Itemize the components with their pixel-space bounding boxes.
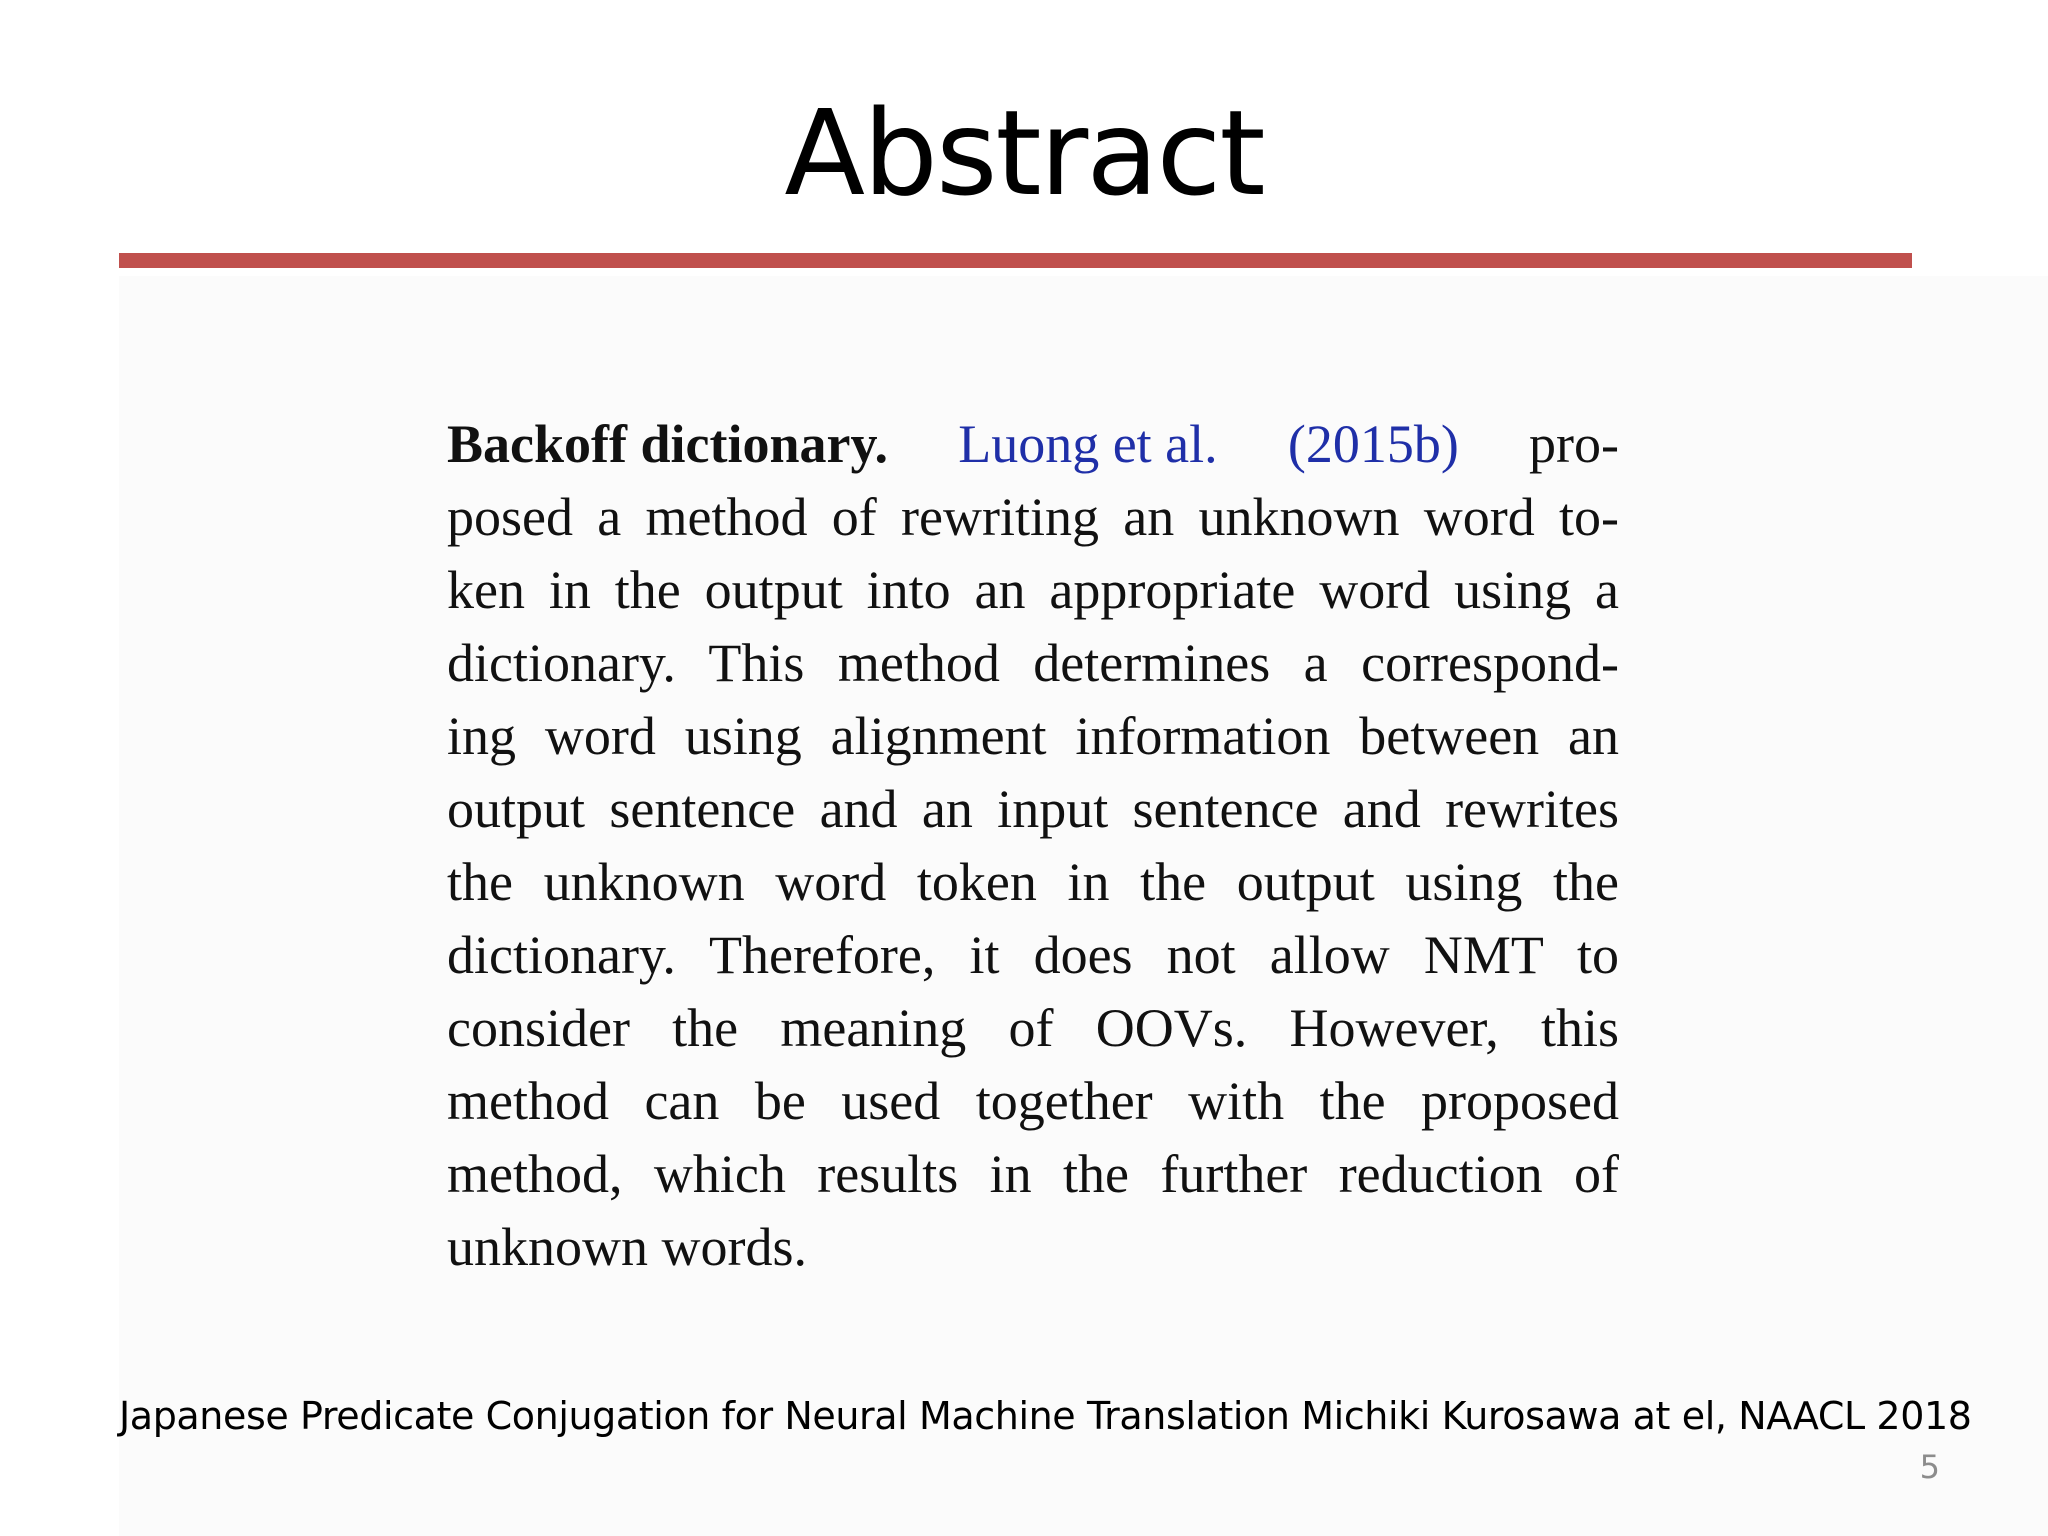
- excerpt-line: method can be used together with the proposed: [447, 1071, 1619, 1131]
- excerpt-line: dictionary. This method determines a correspond-: [447, 633, 1619, 693]
- paper-excerpt: [447, 408, 1619, 1284]
- slide-title: Abstract: [784, 84, 1264, 222]
- excerpt-line: dictionary. Therefore, it does not allow NMT to: [447, 925, 1619, 985]
- excerpt-line: method, which results in the further reduction of: [447, 1144, 1619, 1204]
- excerpt-line: ken in the output into an appropriate word using a: [447, 560, 1619, 620]
- excerpt-line-1: [447, 408, 1619, 481]
- excerpt-line: output sentence and an input sentence and rewrites: [447, 779, 1619, 839]
- excerpt-heading: Backoff dictionary.: [447, 414, 888, 474]
- excerpt-line: ing word using alignment information between an: [447, 706, 1619, 766]
- source-caption: Japanese Predicate Conjugation for Neural Machine Translation Michiki Kurosawa at el, NAACL 2018: [119, 1394, 1972, 1438]
- citation-authors: Luong et al.: [958, 414, 1218, 474]
- excerpt-line: unknown words.: [447, 1217, 807, 1277]
- excerpt-line: consider the meaning of OOVs. However, this: [447, 998, 1619, 1058]
- title-divider: [119, 253, 1912, 268]
- excerpt-line-1-tail: pro-: [1529, 414, 1619, 474]
- excerpt-line: the unknown word token in the output using the: [447, 852, 1619, 912]
- citation-year: (2015b): [1287, 414, 1459, 474]
- page-number: 5: [1919, 1448, 1940, 1486]
- excerpt-line: posed a method of rewriting an unknown word to-: [447, 487, 1619, 547]
